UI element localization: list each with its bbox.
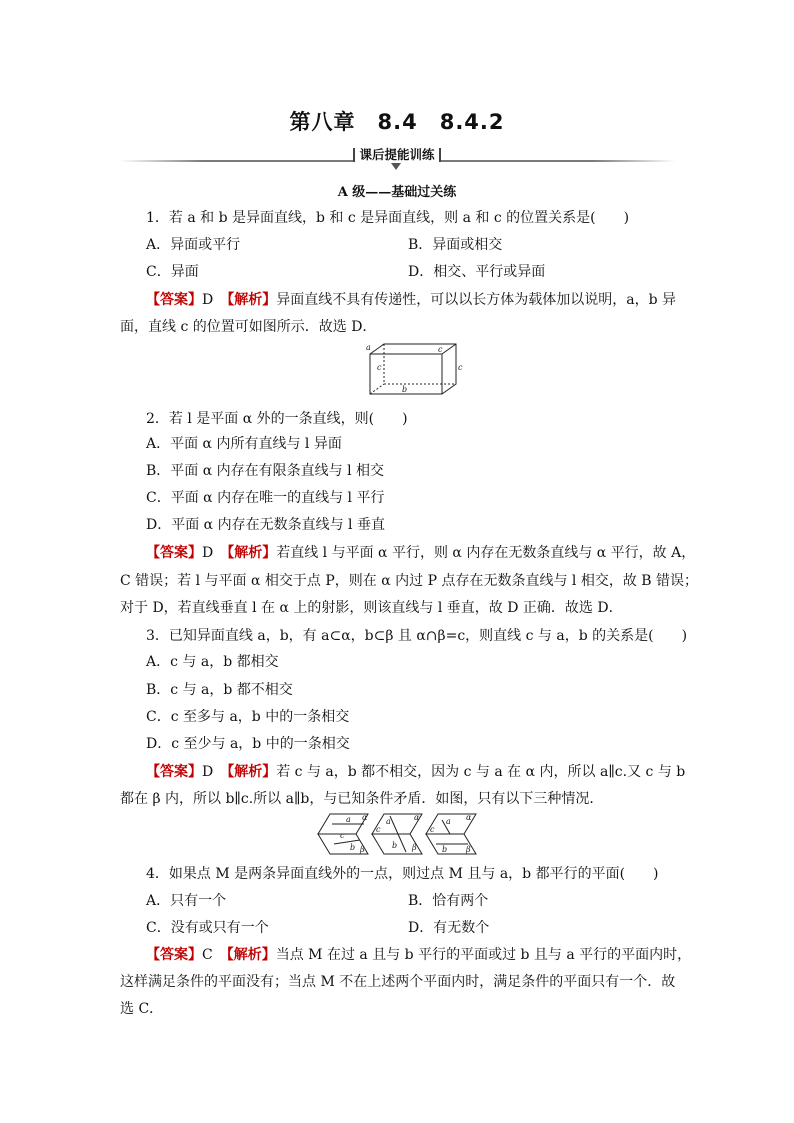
- fig1-label-c-top: c: [438, 345, 443, 354]
- level-heading: A 级——基础过关练: [337, 185, 457, 200]
- cuboid-hidden-edge: [370, 384, 384, 394]
- section-banner: [0, 147, 794, 163]
- answer-label: 【答案】: [146, 947, 202, 963]
- case2-line-a: [390, 816, 398, 834]
- answer-label: 【答案】: [146, 292, 202, 308]
- case3-label-beta: β: [466, 845, 471, 854]
- q4-stem: 4．如果点 M 是两条异面直线外的一点，则过点 M 且与 a，b 都平行的平面( ): [146, 866, 659, 882]
- case3-label-c: c: [430, 825, 435, 834]
- cuboid-figure: [364, 340, 464, 398]
- q4-analysis-line1: 当点 M 在过 a 且与 b 平行的平面或过 b 且与 a 平行的平面内时，: [275, 947, 692, 963]
- q2-option-b: B．平面 α 内存在有限条直线与 l 相交: [146, 463, 385, 479]
- case2-label-alpha: α: [414, 813, 420, 822]
- cuboid-back-edges: [370, 344, 456, 394]
- q1-analysis-line2: 面，直线 c 的位置可如图所示．故选 D．: [120, 319, 377, 335]
- q3-option-b: B．c 与 a，b 都不相交: [146, 682, 293, 698]
- fig1-label-b: b: [402, 385, 408, 394]
- q1-option-c: C．异面: [146, 264, 199, 280]
- case2-label-a: a: [386, 817, 391, 826]
- case1-label-beta: β: [360, 845, 365, 854]
- q1-analysis-line1: 异面直线不具有传递性，可以以长方体为载体加以说明，a，b 异: [276, 292, 676, 308]
- case3-label-b: b: [442, 845, 448, 854]
- planes-figure: [316, 810, 482, 858]
- q3-option-d: D．c 至少与 a，b 中的一条相交: [146, 736, 350, 752]
- q4-analysis-line3: 选 C．: [120, 1001, 164, 1017]
- q4-analysis-line2: 这样满足条件的平面没有；当点 M 不在上述两个平面内时，满足条件的平面只有一个．故: [120, 974, 676, 990]
- case1-label-b: b: [350, 843, 356, 852]
- page-title: 第八章 8.4 8.4.2: [289, 110, 505, 134]
- banner-arrow-icon: [391, 163, 401, 170]
- q3-answer: [146, 761, 685, 781]
- q1-answer: [146, 289, 676, 309]
- q4-option-a: A．只有一个: [146, 893, 227, 909]
- case1-line-b: [334, 840, 360, 844]
- q1-option-a: A．异面或平行: [146, 237, 241, 253]
- q2-answer: [146, 542, 695, 562]
- q3-option-a: A．c 与 a，b 都相交: [146, 654, 279, 670]
- answer-label: 【答案】: [146, 764, 202, 780]
- case2-label-c: c: [376, 825, 381, 834]
- q4-option-c: C．没有或只有一个: [146, 920, 269, 936]
- q4-option-d: D．有无数个: [408, 920, 490, 936]
- case2-line-b: [398, 834, 406, 852]
- case2-label-b: b: [392, 841, 398, 850]
- q1-option-d: D．相交、平行或异面: [408, 264, 546, 280]
- q3-option-c: C．c 至多与 a，b 中的一条相交: [146, 709, 350, 725]
- analysis-label: 【解析】: [226, 947, 276, 963]
- analysis-label: 【解析】: [227, 764, 277, 780]
- q2-analysis-line1: 若直线 l 与平面 α 平行，则 α 内存在无数条直线与 α 平行，故 A，: [276, 545, 696, 561]
- case1-label-a: a: [346, 815, 351, 824]
- q1-option-b: B．异面或相交: [408, 237, 503, 253]
- q3-answer-value: D: [202, 764, 214, 780]
- q1-answer-value: D: [202, 292, 214, 308]
- q2-option-d: D．平面 α 内存在无数条直线与 l 垂直: [146, 517, 385, 533]
- fig1-label-c-right: c: [458, 363, 463, 372]
- case2-label-beta: β: [412, 843, 417, 852]
- case3-label-a: a: [446, 817, 451, 826]
- banner-text: 课后提能训练: [353, 148, 440, 162]
- analysis-label: 【解析】: [227, 292, 277, 308]
- q4-option-b: B．恰有两个: [408, 893, 489, 909]
- q2-stem: 2．若 l 是平面 α 外的一条直线，则( ): [146, 411, 408, 427]
- case3-label-alpha: α: [466, 813, 472, 822]
- q1-stem: 1．若 a 和 b 是异面直线，b 和 c 是异面直线，则 a 和 c 的位置关系是( ): [146, 210, 630, 226]
- q3-stem: 3．已知异面直线 a，b，有 a⊂α，b⊂β 且 α∩β=c，则直线 c 与 a，b 的关系是( ): [146, 628, 688, 644]
- q3-analysis-line1: 若 c 与 a，b 都不相交，因为 c 与 a 在 α 内，所以 a∥c.又 c 与 b: [276, 764, 686, 780]
- q4-answer: [146, 944, 691, 964]
- q2-option-c: C．平面 α 内存在唯一的直线与 l 平行: [146, 490, 385, 506]
- q3-analysis-line2: 都在 β 内，所以 b∥c.所以 a∥b，与已知条件矛盾．如图，只有以下三种情况．: [120, 791, 604, 807]
- cuboid-edge: [442, 344, 456, 354]
- answer-label: 【答案】: [146, 545, 202, 561]
- analysis-label: 【解析】: [227, 545, 277, 561]
- q2-answer-value: D: [202, 545, 214, 561]
- q4-answer-value: C: [202, 947, 213, 963]
- fig1-label-c-left: c: [377, 363, 382, 372]
- q2-analysis-line3: 对于 D，若直线垂直 l 在 α 上的射影，则该直线与 l 垂直，故 D 正确．故选 D．: [120, 600, 623, 616]
- case1-label-c: c: [340, 831, 345, 840]
- fig1-label-a: a: [366, 343, 371, 352]
- q2-option-a: A．平面 α 内所有直线与 l 异面: [146, 436, 342, 452]
- case1-label-alpha: α: [362, 813, 368, 822]
- q2-analysis-line2: C 错误；若 l 与平面 α 相交于点 P，则在 α 内过 P 点存在无数条直线与 l 相交，故 B 错误；: [120, 573, 699, 589]
